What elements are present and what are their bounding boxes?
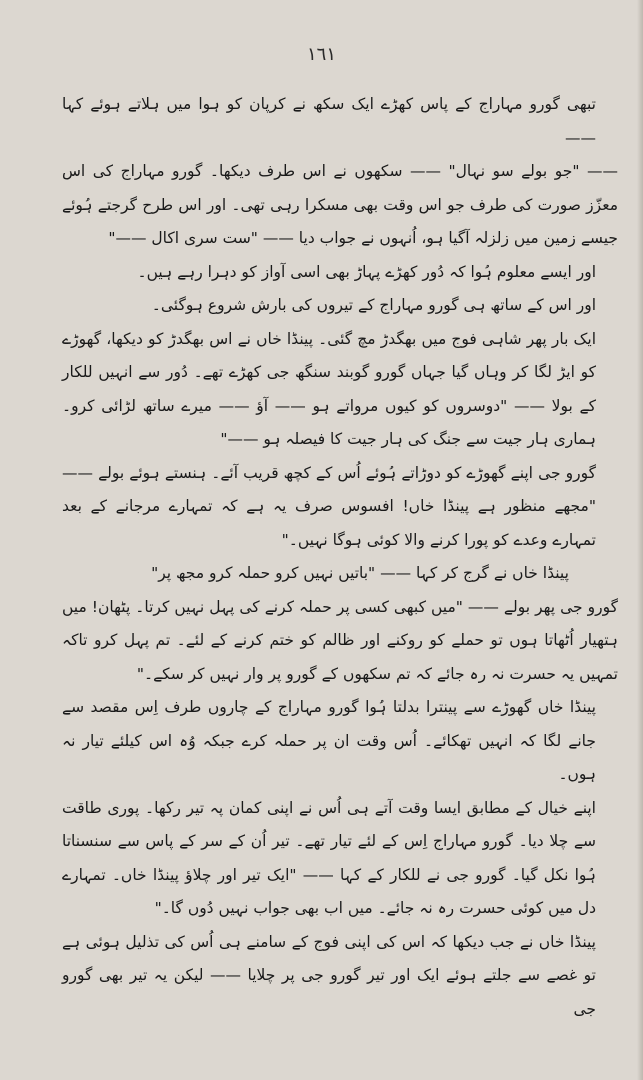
body-text — [62, 88, 618, 1026]
paragraph: پینڈا خاں نے گرج کر کہا —— "باتیں نہیں کرو حملہ کرو مجھ پر" — [151, 564, 569, 582]
paragraph: اور ایسے معلوم ہُوا کہ دُور کھڑے پہاڑ بھی اسی آواز کو دہرا رہے ہیں۔ — [137, 262, 596, 281]
page-edge-shadow — [637, 0, 643, 1080]
paragraph: اور اس کے ساتھ ہی گورو مہاراج کے تیروں کی بارش شروع ہوگئی۔ — [151, 296, 596, 314]
paragraph: —— "جو بولے سو نہال" —— سکھوں نے اس طرف دیکھا۔ گورو مہاراج کی اس معزّز صورت کی طرف جو اس وقت بھی مسکرا رہی تھی۔ اور اس طرح گرجتے ہُوئے جیسے زمین میں زلزلہ آگیا ہو، اُنہوں نے جواب دیا —— "ست سری اکال ——" — [62, 162, 618, 247]
paragraph: اپنے خیال کے مطابق ایسا وقت آتے ہی اُس نے اپنی کمان پہ تیر رکھا۔ پوری طاقت سے چلا دیا۔ گورو مہاراج اِس کے لئے تیار تھے۔ تیر اُن کے سر کے پاس سے سنسناتا ہُوا نکل گیا۔ گورو جی نے للکار کے کہا —— "ایک تیر اور چلاؤ پینڈا خاں۔ تمہارے دل میں کوئی حسرت رہ نہ جائے۔ میں اب بھی جواب نہیں دُوں گا۔" — [62, 798, 596, 917]
paragraph: گورو جی اپنے گھوڑے کو دوڑاتے ہُوئے اُس کے کچھ قریب آئے۔ ہنستے ہوئے بولے —— "مجھے منظور ہے پینڈا خاں! افسوس صرف یہ ہے کہ تمہارے مرجانے کے بعد تمہارے وعدے کو پورا کرنے والا کوئی ہوگا نہیں۔" — [62, 463, 596, 549]
paragraph: پینڈا خاں گھوڑے سے پینترا بدلتا ہُوا گورو مہاراج کے چاروں طرف اِس مقصد سے جانے لگا کہ انہیں تھکائے۔ اُس وقت ان پر حملہ کرے جبکہ وُہ اس کیلئے تیار نہ ہوں۔ — [62, 698, 596, 783]
page-number: ١٦١ — [306, 44, 336, 65]
paragraph: ایک بار پھر شاہی فوج میں بھگدڑ مچ گئی۔ پینڈا خاں نے اس بھگدڑ کو دیکھا، گھوڑے کو ایڑ لگا کر وہاں گیا جہاں گورو گوبند سنگھ جی کھڑے تھے۔ دُور سے انہیں للکار کے بولا —— "دوسروں کو کیوں مرواتے ہو —— آؤ —— میرے ساتھ لڑائی کرو۔ ہماری ہار جیت سے جنگ کی ہار جیت کا فیصلہ ہو ——" — [62, 329, 596, 448]
paragraph: پینڈا خاں نے جب دیکھا کہ اس کی اپنی فوج کے سامنے ہی اُس کی تذلیل ہوئی ہے تو غصے سے جلتے ہوئے ایک اور تیر گورو جی پر چلایا —— لیکن یہ تیر بھی گورو جی — [62, 932, 596, 1018]
paragraph: گورو جی پھر بولے —— "میں کبھی کسی پر حملہ کرنے کی پہل نہیں کرتا۔ پٹھان! میں ہتھیار اُٹھاتا ہوں تو حملے کو روکنے اور ظالم کو ختم کرنے کے لئے۔ تم پہل کرو تاکہ تمہیں یہ حسرت نہ رہ جائے کہ تم سکھوں کے گورو پر وار نہیں کر سکے۔" — [62, 597, 618, 683]
paragraph: تبھی گورو مہاراج کے پاس کھڑے ایک سکھ نے کرپان کو ہوا میں ہلاتے ہوئے کہا —— — [62, 95, 596, 147]
